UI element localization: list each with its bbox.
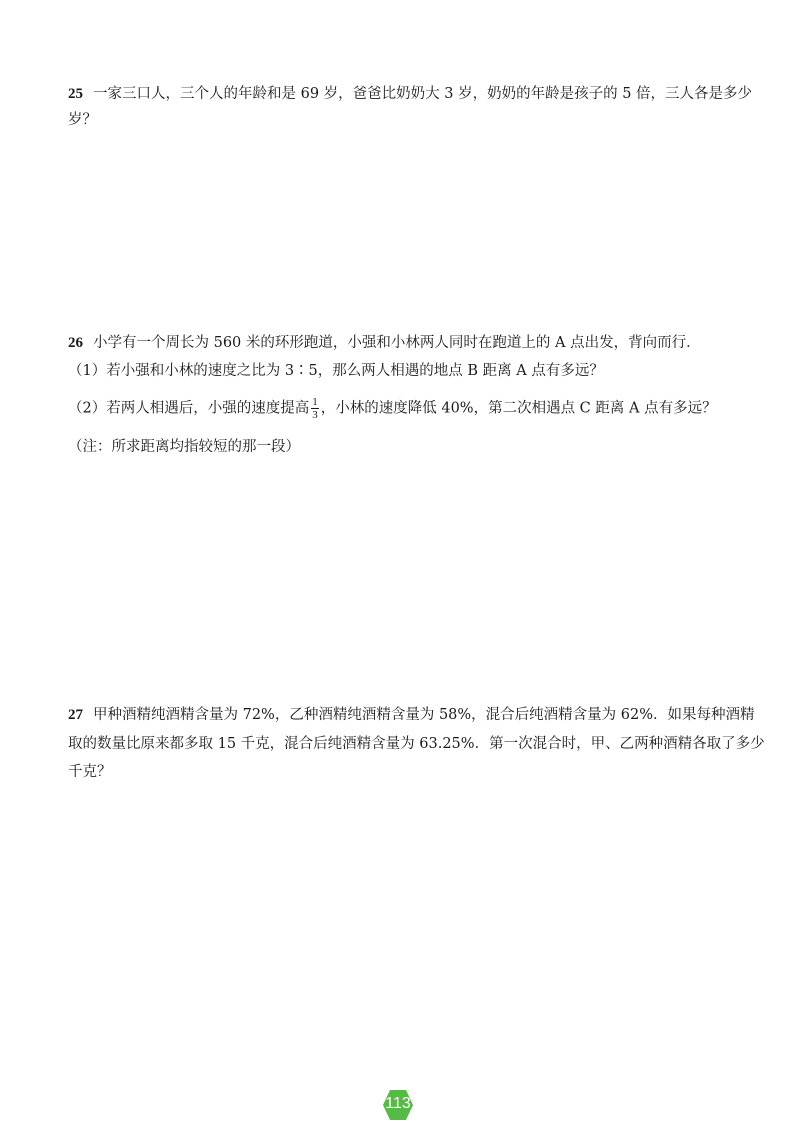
- question-27-line-1: [68, 705, 755, 725]
- question-26-number: 26: [68, 335, 83, 351]
- question-27-text: 甲种酒精纯酒精含量为 72%，乙种酒精纯酒精含量为 58%，混合后纯酒精含量为 62%．如果每种酒精: [93, 707, 755, 723]
- question-26-part-2: [68, 396, 717, 421]
- question-26-part-1: （1）若小强和小林的速度之比为 3∶5，那么两人相遇的地点 B 距离 A 点有多远？: [68, 363, 604, 379]
- fraction-denominator: 3: [312, 409, 318, 421]
- question-26-part-2-after: ，小林的速度降低 40%，第二次相遇点 C 距离 A 点有多远？: [320, 400, 717, 417]
- question-26-stem-text: 小学有一个周长为 560 米的环形跑道，小强和小林两人同时在跑道上的 A 点出发，背向而行．: [93, 335, 701, 351]
- question-27-number: 27: [68, 707, 83, 723]
- page-number: 113: [385, 1095, 411, 1112]
- fraction-one-third: [311, 396, 319, 421]
- question-25-text: 一家三口人，三个人的年龄和是 69 岁，爸爸比奶奶大 3 岁，奶奶的年龄是孩子的 5 倍，三人各是多少: [93, 86, 753, 102]
- page-number-badge: [382, 1089, 414, 1121]
- question-25-line-1: [68, 84, 752, 104]
- fraction-numerator: 1: [312, 396, 318, 408]
- question-25-number: 25: [68, 86, 83, 102]
- question-26-part-2-before: （2）若两人相遇后，小强的速度提高: [68, 400, 310, 417]
- question-26-note: （注：所求距离均指较短的那一段）: [68, 439, 300, 455]
- question-25-line-2: 岁？: [68, 112, 97, 128]
- question-27-line-2: 取的数量比原来都多取 15 千克，混合后纯酒精含量为 63.25%．第一次混合时，甲、乙两种酒精各取了多少: [68, 736, 765, 752]
- question-27-line-3: 千克？: [68, 764, 112, 780]
- question-26-stem: [68, 333, 701, 353]
